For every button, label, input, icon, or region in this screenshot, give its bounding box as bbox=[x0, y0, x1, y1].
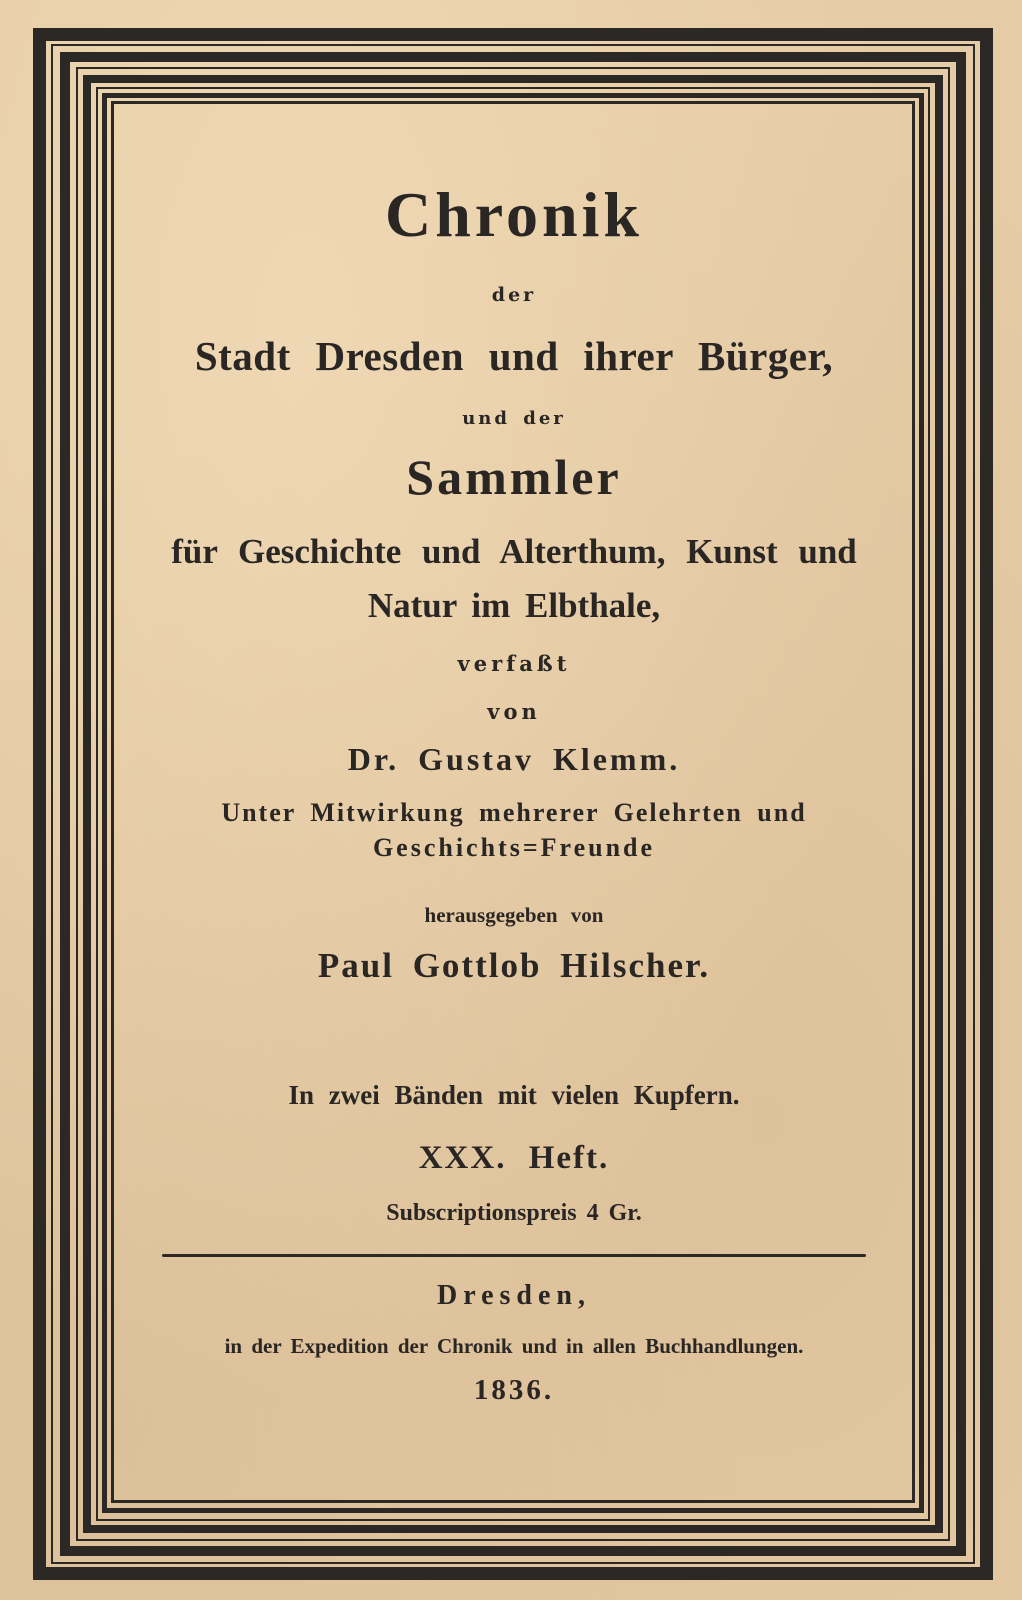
author-name: Dr. Gustav Klemm. bbox=[347, 741, 681, 777]
by-label: von bbox=[487, 699, 541, 724]
editor-name: Paul Gottlob Hilscher. bbox=[317, 946, 711, 985]
imprint-publisher: in der Expedition der Chronik und in allen Buchhandlungen. bbox=[224, 1334, 804, 1358]
title-connector: der bbox=[491, 284, 537, 306]
subtitle-topics-line-1: für Geschichte und Alterthum, Kunst und bbox=[171, 532, 857, 571]
issue-number: XXX. Heft. bbox=[418, 1140, 610, 1176]
subtitle-topics-line-2: Natur im Elbthale, bbox=[367, 586, 661, 625]
horizontal-divider bbox=[162, 1254, 866, 1257]
collaboration-line-2: Geschichts=Freunde bbox=[372, 833, 656, 862]
edited-label: herausgegeben von bbox=[424, 903, 604, 927]
connector-und-der: und der bbox=[462, 408, 566, 429]
second-title: Sammler bbox=[406, 449, 622, 505]
volumes-note: In zwei Bänden mit vielen Kupfern. bbox=[288, 1080, 740, 1110]
title-page-content bbox=[118, 108, 910, 1496]
collaboration-line-1: Unter Mitwirkung mehrerer Gelehrten und bbox=[221, 798, 807, 827]
main-title: Chronik bbox=[384, 179, 644, 250]
subscription-price: Subscriptionspreis 4 Gr. bbox=[386, 1200, 642, 1226]
imprint-year: 1836. bbox=[473, 1374, 555, 1406]
authored-label: verfaßt bbox=[457, 651, 571, 676]
subtitle-city: Stadt Dresden und ihrer Bürger, bbox=[194, 333, 834, 379]
imprint-place: Dresden, bbox=[436, 1280, 592, 1311]
